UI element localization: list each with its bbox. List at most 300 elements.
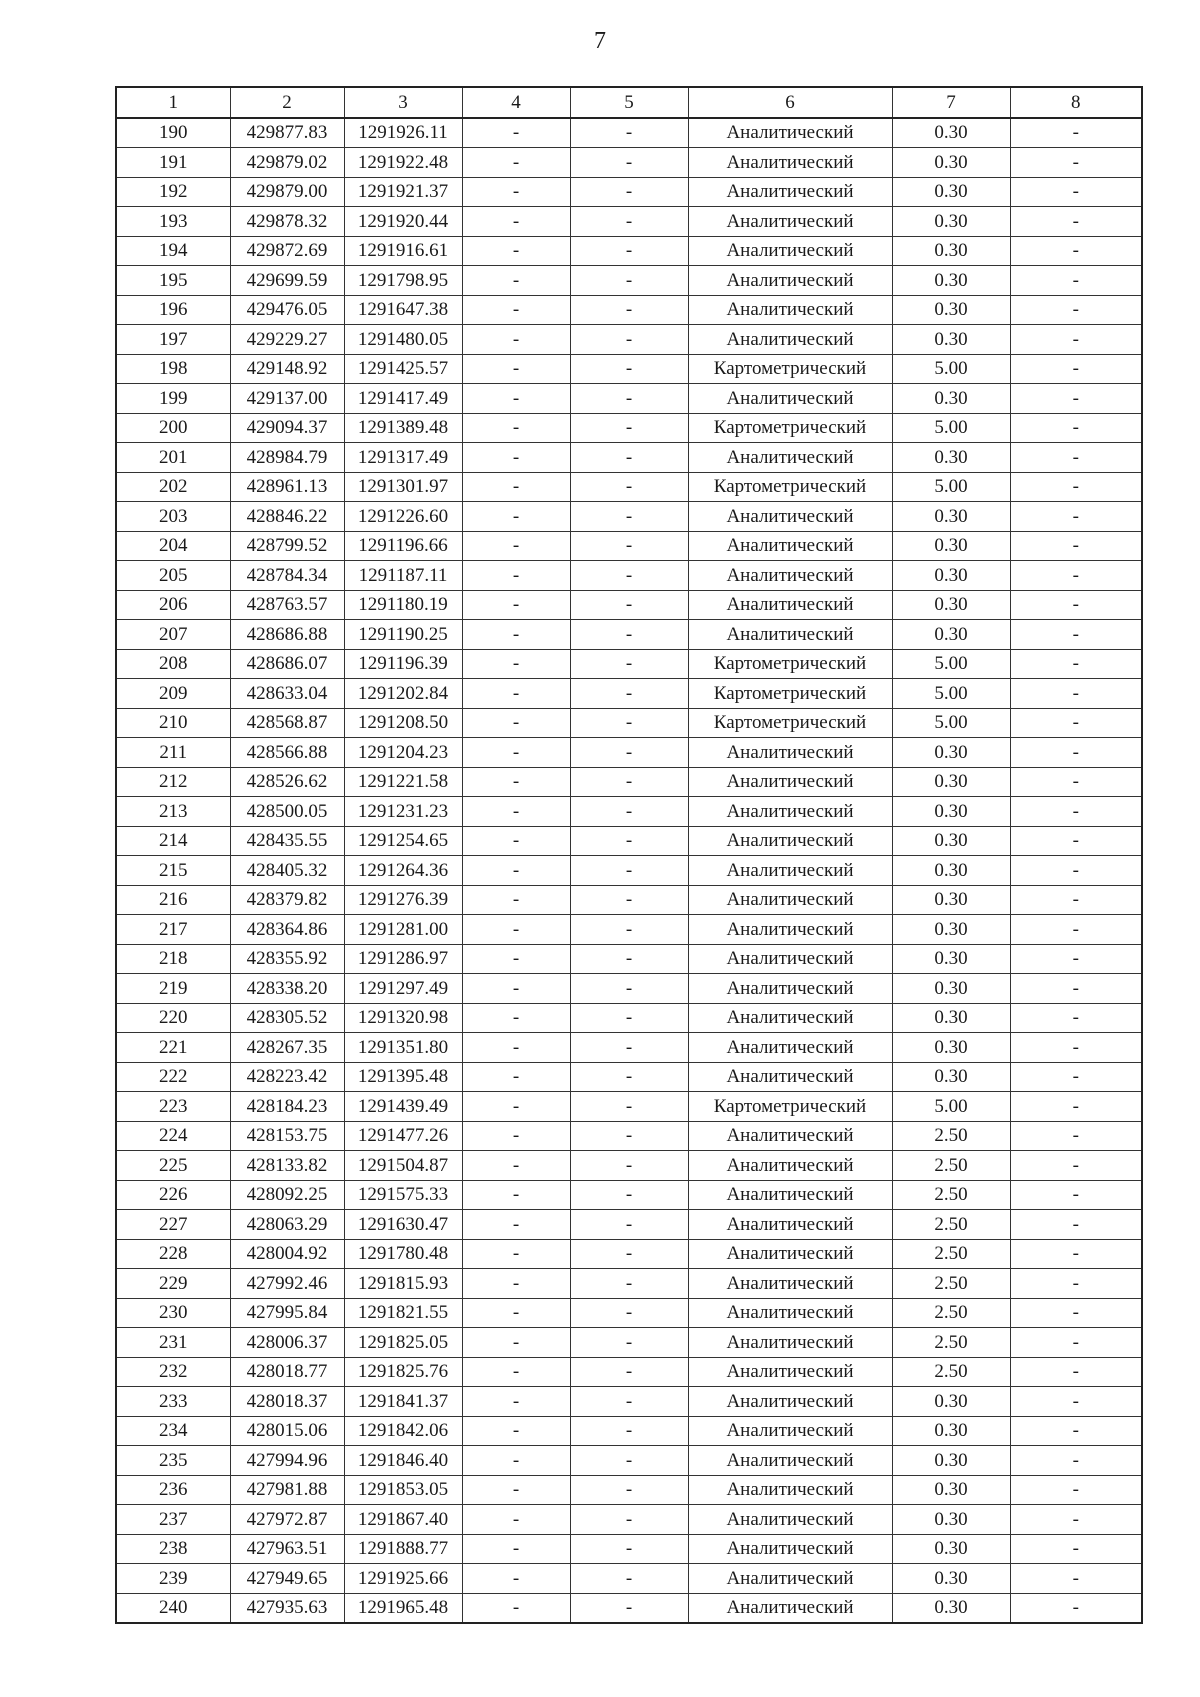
point-number-cell: 192 — [116, 177, 230, 207]
accuracy-cell: 0.30 — [892, 1534, 1010, 1564]
y-coordinate-cell: 1291264.36 — [344, 856, 462, 886]
method-cell: Аналитический — [688, 856, 892, 886]
method-cell: Аналитический — [688, 797, 892, 827]
x-coordinate-cell: 429699.59 — [230, 266, 344, 296]
accuracy-cell: 5.00 — [892, 649, 1010, 679]
accuracy-cell: 5.00 — [892, 1092, 1010, 1122]
col5-value-cell: - — [570, 148, 688, 178]
point-number-cell: 205 — [116, 561, 230, 591]
y-coordinate-cell: 1291190.25 — [344, 620, 462, 650]
col8-value-cell: - — [1010, 1062, 1142, 1092]
accuracy-cell: 0.30 — [892, 826, 1010, 856]
x-coordinate-cell: 427992.46 — [230, 1269, 344, 1299]
table-row — [116, 561, 1142, 591]
col5-value-cell: - — [570, 974, 688, 1004]
col8-value-cell: - — [1010, 443, 1142, 473]
col4-value-cell: - — [462, 443, 570, 473]
col8-value-cell: - — [1010, 207, 1142, 237]
col4-value-cell: - — [462, 649, 570, 679]
col4-value-cell: - — [462, 1505, 570, 1535]
x-coordinate-cell: 428015.06 — [230, 1416, 344, 1446]
y-coordinate-cell: 1291821.55 — [344, 1298, 462, 1328]
col4-value-cell: - — [462, 1298, 570, 1328]
x-coordinate-cell: 428355.92 — [230, 944, 344, 974]
table-row — [116, 1564, 1142, 1594]
column-header-5: 5 — [570, 87, 688, 118]
method-cell: Аналитический — [688, 915, 892, 945]
x-coordinate-cell: 427935.63 — [230, 1593, 344, 1623]
point-number-cell: 213 — [116, 797, 230, 827]
point-number-cell: 232 — [116, 1357, 230, 1387]
col8-value-cell: - — [1010, 767, 1142, 797]
col4-value-cell: - — [462, 1593, 570, 1623]
method-cell: Аналитический — [688, 266, 892, 296]
y-coordinate-cell: 1291842.06 — [344, 1416, 462, 1446]
col4-value-cell: - — [462, 1121, 570, 1151]
y-coordinate-cell: 1291825.76 — [344, 1357, 462, 1387]
x-coordinate-cell: 429137.00 — [230, 384, 344, 414]
point-number-cell: 195 — [116, 266, 230, 296]
method-cell: Аналитический — [688, 944, 892, 974]
table-row — [116, 1298, 1142, 1328]
col4-value-cell: - — [462, 236, 570, 266]
y-coordinate-cell: 1291575.33 — [344, 1180, 462, 1210]
page-number: 7 — [594, 28, 606, 54]
method-cell: Картометрический — [688, 354, 892, 384]
point-number-cell: 218 — [116, 944, 230, 974]
coordinates-table — [115, 86, 1143, 1624]
method-cell: Аналитический — [688, 1121, 892, 1151]
col5-value-cell: - — [570, 590, 688, 620]
method-cell: Аналитический — [688, 1357, 892, 1387]
method-cell: Аналитический — [688, 1269, 892, 1299]
method-cell: Картометрический — [688, 679, 892, 709]
point-number-cell: 238 — [116, 1534, 230, 1564]
table-row — [116, 1033, 1142, 1063]
col8-value-cell: - — [1010, 1092, 1142, 1122]
accuracy-cell: 5.00 — [892, 354, 1010, 384]
col5-value-cell: - — [570, 1092, 688, 1122]
x-coordinate-cell: 429872.69 — [230, 236, 344, 266]
x-coordinate-cell: 428006.37 — [230, 1328, 344, 1358]
col4-value-cell: - — [462, 502, 570, 532]
col8-value-cell: - — [1010, 502, 1142, 532]
x-coordinate-cell: 428305.52 — [230, 1003, 344, 1033]
y-coordinate-cell: 1291425.57 — [344, 354, 462, 384]
table-row — [116, 767, 1142, 797]
col4-value-cell: - — [462, 1357, 570, 1387]
table-row — [116, 236, 1142, 266]
method-cell: Аналитический — [688, 502, 892, 532]
accuracy-cell: 0.30 — [892, 590, 1010, 620]
accuracy-cell: 0.30 — [892, 1564, 1010, 1594]
accuracy-cell: 2.50 — [892, 1357, 1010, 1387]
x-coordinate-cell: 428338.20 — [230, 974, 344, 1004]
x-coordinate-cell: 428566.88 — [230, 738, 344, 768]
col8-value-cell: - — [1010, 177, 1142, 207]
col4-value-cell: - — [462, 148, 570, 178]
col4-value-cell: - — [462, 1534, 570, 1564]
accuracy-cell: 0.30 — [892, 325, 1010, 355]
accuracy-cell: 2.50 — [892, 1269, 1010, 1299]
column-header-7: 7 — [892, 87, 1010, 118]
accuracy-cell: 0.30 — [892, 856, 1010, 886]
table-row — [116, 620, 1142, 650]
col4-value-cell: - — [462, 413, 570, 443]
point-number-cell: 234 — [116, 1416, 230, 1446]
method-cell: Аналитический — [688, 1298, 892, 1328]
col4-value-cell: - — [462, 177, 570, 207]
method-cell: Аналитический — [688, 177, 892, 207]
table-row — [116, 1446, 1142, 1476]
accuracy-cell: 0.30 — [892, 885, 1010, 915]
method-cell: Аналитический — [688, 1239, 892, 1269]
table-row — [116, 1269, 1142, 1299]
accuracy-cell: 0.30 — [892, 177, 1010, 207]
col8-value-cell: - — [1010, 266, 1142, 296]
method-cell: Аналитический — [688, 1593, 892, 1623]
accuracy-cell: 0.30 — [892, 443, 1010, 473]
method-cell: Картометрический — [688, 708, 892, 738]
col8-value-cell: - — [1010, 649, 1142, 679]
method-cell: Аналитический — [688, 236, 892, 266]
col4-value-cell: - — [462, 384, 570, 414]
point-number-cell: 236 — [116, 1475, 230, 1505]
col4-value-cell: - — [462, 354, 570, 384]
y-coordinate-cell: 1291841.37 — [344, 1387, 462, 1417]
col8-value-cell: - — [1010, 1180, 1142, 1210]
y-coordinate-cell: 1291395.48 — [344, 1062, 462, 1092]
accuracy-cell: 0.30 — [892, 1505, 1010, 1535]
col4-value-cell: - — [462, 708, 570, 738]
table-row — [116, 325, 1142, 355]
col8-value-cell: - — [1010, 354, 1142, 384]
col8-value-cell: - — [1010, 826, 1142, 856]
col8-value-cell: - — [1010, 974, 1142, 1004]
col5-value-cell: - — [570, 561, 688, 591]
method-cell: Картометрический — [688, 649, 892, 679]
col5-value-cell: - — [570, 797, 688, 827]
col4-value-cell: - — [462, 1003, 570, 1033]
table-row — [116, 295, 1142, 325]
y-coordinate-cell: 1291965.48 — [344, 1593, 462, 1623]
accuracy-cell: 0.30 — [892, 915, 1010, 945]
col8-value-cell: - — [1010, 679, 1142, 709]
accuracy-cell: 0.30 — [892, 797, 1010, 827]
method-cell: Аналитический — [688, 1505, 892, 1535]
point-number-cell: 210 — [116, 708, 230, 738]
accuracy-cell: 0.30 — [892, 118, 1010, 148]
point-number-cell: 224 — [116, 1121, 230, 1151]
col5-value-cell: - — [570, 177, 688, 207]
header-row — [116, 87, 1142, 118]
x-coordinate-cell: 428018.77 — [230, 1357, 344, 1387]
accuracy-cell: 0.30 — [892, 738, 1010, 768]
x-coordinate-cell: 428799.52 — [230, 531, 344, 561]
table-row — [116, 708, 1142, 738]
y-coordinate-cell: 1291888.77 — [344, 1534, 462, 1564]
accuracy-cell: 0.30 — [892, 620, 1010, 650]
col4-value-cell: - — [462, 266, 570, 296]
table-row — [116, 590, 1142, 620]
point-number-cell: 217 — [116, 915, 230, 945]
table-row — [116, 885, 1142, 915]
accuracy-cell: 5.00 — [892, 708, 1010, 738]
table-row — [116, 502, 1142, 532]
point-number-cell: 208 — [116, 649, 230, 679]
table-row — [116, 384, 1142, 414]
table-row — [116, 207, 1142, 237]
col5-value-cell: - — [570, 679, 688, 709]
method-cell: Аналитический — [688, 561, 892, 591]
method-cell: Аналитический — [688, 118, 892, 148]
col4-value-cell: - — [462, 590, 570, 620]
method-cell: Аналитический — [688, 767, 892, 797]
x-coordinate-cell: 428184.23 — [230, 1092, 344, 1122]
col8-value-cell: - — [1010, 1328, 1142, 1358]
accuracy-cell: 0.30 — [892, 1593, 1010, 1623]
point-number-cell: 203 — [116, 502, 230, 532]
method-cell: Аналитический — [688, 1328, 892, 1358]
col5-value-cell: - — [570, 118, 688, 148]
column-header-1: 1 — [116, 87, 230, 118]
point-number-cell: 231 — [116, 1328, 230, 1358]
accuracy-cell: 5.00 — [892, 679, 1010, 709]
table-row — [116, 856, 1142, 886]
accuracy-cell: 0.30 — [892, 207, 1010, 237]
x-coordinate-cell: 428846.22 — [230, 502, 344, 532]
x-coordinate-cell: 429476.05 — [230, 295, 344, 325]
col5-value-cell: - — [570, 1357, 688, 1387]
col5-value-cell: - — [570, 944, 688, 974]
x-coordinate-cell: 427994.96 — [230, 1446, 344, 1476]
y-coordinate-cell: 1291867.40 — [344, 1505, 462, 1535]
col5-value-cell: - — [570, 1210, 688, 1240]
col8-value-cell: - — [1010, 915, 1142, 945]
y-coordinate-cell: 1291925.66 — [344, 1564, 462, 1594]
point-number-cell: 230 — [116, 1298, 230, 1328]
col4-value-cell: - — [462, 856, 570, 886]
col4-value-cell: - — [462, 1210, 570, 1240]
x-coordinate-cell: 428686.88 — [230, 620, 344, 650]
accuracy-cell: 0.30 — [892, 531, 1010, 561]
accuracy-cell: 5.00 — [892, 413, 1010, 443]
x-coordinate-cell: 427972.87 — [230, 1505, 344, 1535]
point-number-cell: 201 — [116, 443, 230, 473]
x-coordinate-cell: 427949.65 — [230, 1564, 344, 1594]
col4-value-cell: - — [462, 1092, 570, 1122]
y-coordinate-cell: 1291208.50 — [344, 708, 462, 738]
table-row — [116, 1239, 1142, 1269]
point-number-cell: 239 — [116, 1564, 230, 1594]
table-row — [116, 974, 1142, 1004]
point-number-cell: 194 — [116, 236, 230, 266]
col8-value-cell: - — [1010, 1357, 1142, 1387]
point-number-cell: 220 — [116, 1003, 230, 1033]
col8-value-cell: - — [1010, 1593, 1142, 1623]
x-coordinate-cell: 428405.32 — [230, 856, 344, 886]
method-cell: Аналитический — [688, 974, 892, 1004]
col4-value-cell: - — [462, 679, 570, 709]
x-coordinate-cell: 429879.00 — [230, 177, 344, 207]
x-coordinate-cell: 427963.51 — [230, 1534, 344, 1564]
col5-value-cell: - — [570, 826, 688, 856]
column-header-8: 8 — [1010, 87, 1142, 118]
table-row — [116, 738, 1142, 768]
y-coordinate-cell: 1291920.44 — [344, 207, 462, 237]
table-row — [116, 1387, 1142, 1417]
col5-value-cell: - — [570, 1446, 688, 1476]
point-number-cell: 190 — [116, 118, 230, 148]
col8-value-cell: - — [1010, 1505, 1142, 1535]
x-coordinate-cell: 428633.04 — [230, 679, 344, 709]
col5-value-cell: - — [570, 266, 688, 296]
point-number-cell: 233 — [116, 1387, 230, 1417]
y-coordinate-cell: 1291480.05 — [344, 325, 462, 355]
table-row — [116, 1416, 1142, 1446]
col5-value-cell: - — [570, 767, 688, 797]
point-number-cell: 198 — [116, 354, 230, 384]
x-coordinate-cell: 427995.84 — [230, 1298, 344, 1328]
x-coordinate-cell: 428223.42 — [230, 1062, 344, 1092]
col4-value-cell: - — [462, 1151, 570, 1181]
x-coordinate-cell: 429148.92 — [230, 354, 344, 384]
point-number-cell: 211 — [116, 738, 230, 768]
col4-value-cell: - — [462, 1416, 570, 1446]
point-number-cell: 240 — [116, 1593, 230, 1623]
point-number-cell: 216 — [116, 885, 230, 915]
method-cell: Аналитический — [688, 885, 892, 915]
method-cell: Аналитический — [688, 1387, 892, 1417]
method-cell: Аналитический — [688, 590, 892, 620]
col5-value-cell: - — [570, 1269, 688, 1299]
accuracy-cell: 0.30 — [892, 236, 1010, 266]
point-number-cell: 199 — [116, 384, 230, 414]
col4-value-cell: - — [462, 1328, 570, 1358]
x-coordinate-cell: 428018.37 — [230, 1387, 344, 1417]
col8-value-cell: - — [1010, 738, 1142, 768]
col8-value-cell: - — [1010, 118, 1142, 148]
table-row — [116, 472, 1142, 502]
col8-value-cell: - — [1010, 531, 1142, 561]
point-number-cell: 193 — [116, 207, 230, 237]
col4-value-cell: - — [462, 738, 570, 768]
col4-value-cell: - — [462, 1269, 570, 1299]
method-cell: Аналитический — [688, 1210, 892, 1240]
col8-value-cell: - — [1010, 708, 1142, 738]
y-coordinate-cell: 1291916.61 — [344, 236, 462, 266]
col4-value-cell: - — [462, 1564, 570, 1594]
col4-value-cell: - — [462, 1033, 570, 1063]
x-coordinate-cell: 429878.32 — [230, 207, 344, 237]
table-row — [116, 915, 1142, 945]
y-coordinate-cell: 1291202.84 — [344, 679, 462, 709]
accuracy-cell: 0.30 — [892, 1003, 1010, 1033]
y-coordinate-cell: 1291853.05 — [344, 1475, 462, 1505]
col5-value-cell: - — [570, 708, 688, 738]
accuracy-cell: 2.50 — [892, 1328, 1010, 1358]
method-cell: Аналитический — [688, 207, 892, 237]
point-number-cell: 196 — [116, 295, 230, 325]
y-coordinate-cell: 1291221.58 — [344, 767, 462, 797]
accuracy-cell: 2.50 — [892, 1151, 1010, 1181]
method-cell: Аналитический — [688, 1033, 892, 1063]
x-coordinate-cell: 428435.55 — [230, 826, 344, 856]
col4-value-cell: - — [462, 207, 570, 237]
x-coordinate-cell: 428500.05 — [230, 797, 344, 827]
accuracy-cell: 0.30 — [892, 1416, 1010, 1446]
table-row — [116, 944, 1142, 974]
point-number-cell: 225 — [116, 1151, 230, 1181]
point-number-cell: 228 — [116, 1239, 230, 1269]
col8-value-cell: - — [1010, 148, 1142, 178]
col8-value-cell: - — [1010, 590, 1142, 620]
table-row — [116, 826, 1142, 856]
col5-value-cell: - — [570, 443, 688, 473]
y-coordinate-cell: 1291921.37 — [344, 177, 462, 207]
col5-value-cell: - — [570, 1180, 688, 1210]
col8-value-cell: - — [1010, 325, 1142, 355]
point-number-cell: 207 — [116, 620, 230, 650]
accuracy-cell: 0.30 — [892, 502, 1010, 532]
col4-value-cell: - — [462, 531, 570, 561]
col8-value-cell: - — [1010, 1416, 1142, 1446]
y-coordinate-cell: 1291196.66 — [344, 531, 462, 561]
col5-value-cell: - — [570, 1475, 688, 1505]
method-cell: Картометрический — [688, 413, 892, 443]
accuracy-cell: 2.50 — [892, 1180, 1010, 1210]
table-row — [116, 118, 1142, 148]
x-coordinate-cell: 428379.82 — [230, 885, 344, 915]
table-row — [116, 177, 1142, 207]
method-cell: Аналитический — [688, 325, 892, 355]
y-coordinate-cell: 1291439.49 — [344, 1092, 462, 1122]
accuracy-cell: 0.30 — [892, 1475, 1010, 1505]
accuracy-cell: 0.30 — [892, 767, 1010, 797]
table-row — [116, 531, 1142, 561]
method-cell: Аналитический — [688, 1062, 892, 1092]
y-coordinate-cell: 1291204.23 — [344, 738, 462, 768]
point-number-cell: 197 — [116, 325, 230, 355]
column-header-4: 4 — [462, 87, 570, 118]
y-coordinate-cell: 1291317.49 — [344, 443, 462, 473]
table-row — [116, 1003, 1142, 1033]
col5-value-cell: - — [570, 502, 688, 532]
method-cell: Аналитический — [688, 295, 892, 325]
col5-value-cell: - — [570, 1505, 688, 1535]
table-row — [116, 354, 1142, 384]
col4-value-cell: - — [462, 1446, 570, 1476]
col4-value-cell: - — [462, 295, 570, 325]
col8-value-cell: - — [1010, 1564, 1142, 1594]
method-cell: Аналитический — [688, 384, 892, 414]
point-number-cell: 226 — [116, 1180, 230, 1210]
table-row — [116, 148, 1142, 178]
accuracy-cell: 0.30 — [892, 384, 1010, 414]
col4-value-cell: - — [462, 1475, 570, 1505]
col5-value-cell: - — [570, 413, 688, 443]
x-coordinate-cell: 429877.83 — [230, 118, 344, 148]
point-number-cell: 227 — [116, 1210, 230, 1240]
accuracy-cell: 2.50 — [892, 1298, 1010, 1328]
col4-value-cell: - — [462, 472, 570, 502]
col8-value-cell: - — [1010, 295, 1142, 325]
col4-value-cell: - — [462, 767, 570, 797]
col8-value-cell: - — [1010, 1534, 1142, 1564]
col8-value-cell: - — [1010, 1239, 1142, 1269]
x-coordinate-cell: 428063.29 — [230, 1210, 344, 1240]
table-row — [116, 1328, 1142, 1358]
